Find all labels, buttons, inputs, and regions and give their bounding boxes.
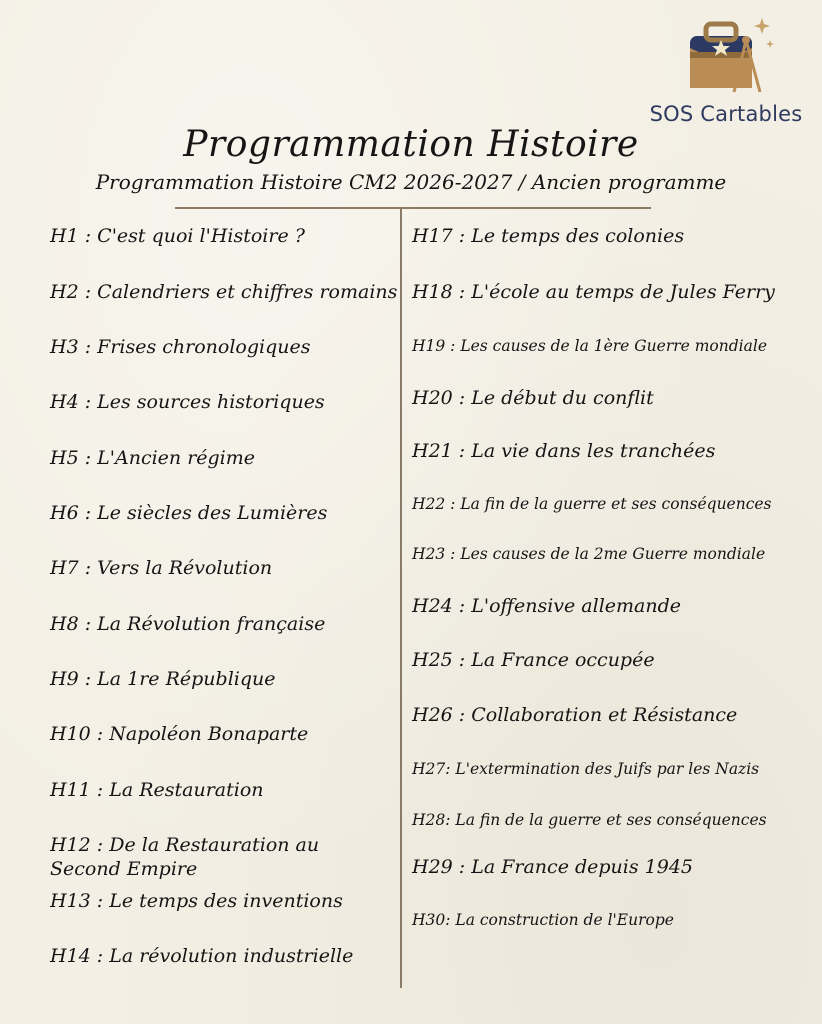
list-item: H7 : Vers la Révolution [50, 557, 273, 579]
list-item: H20 : Le début du conflit [412, 387, 654, 409]
brand-name: SOS Cartables [649, 102, 803, 126]
list-item: H22 : La fin de la guerre et ses conséquences [412, 495, 772, 513]
briefcase-icon [676, 14, 776, 100]
list-item: H28: La fin de la guerre et ses conséquences [412, 811, 767, 829]
list-item: H14 : La révolution industrielle [50, 945, 354, 967]
list-item: H27: L'extermination des Juifs par les Nazis [412, 760, 760, 778]
list-item: H23 : Les causes de la 2me Guerre mondiale [412, 545, 766, 563]
list-item: H10 : Napoléon Bonaparte [50, 723, 309, 745]
list-item: H8 : La Révolution française [50, 613, 326, 635]
list-item: H25 : La France occupée [412, 649, 655, 671]
list-item: H13 : Le temps des inventions [50, 890, 343, 912]
list-item: H18 : L'école au temps de Jules Ferry [412, 281, 775, 303]
list-item: H26 : Collaboration et Résistance [412, 704, 738, 726]
page-title: Programmation Histoire [183, 124, 639, 165]
list-item: H21 : La vie dans les tranchées [412, 440, 716, 462]
list-item: H1 : C'est quoi l'Histoire ? [50, 225, 305, 247]
list-item: H5 : L'Ancien régime [50, 447, 256, 469]
list-item: H9 : La 1re République [50, 668, 276, 690]
list-item: H24 : L'offensive allemande [412, 595, 682, 617]
list-item: H29 : La France depuis 1945 [412, 856, 693, 878]
list-item: H17 : Le temps des colonies [412, 225, 685, 247]
list-item: H4 : Les sources historiques [50, 391, 325, 413]
list-item: H6 : Le siècles des Lumières [50, 502, 328, 524]
title-divider [175, 207, 651, 209]
list-item: H19 : Les causes de la 1ère Guerre mondiale [412, 337, 767, 355]
page-subtitle: Programmation Histoire CM2 2026-2027 / Ancien programme [95, 170, 727, 194]
list-item: H11 : La Restauration [50, 779, 264, 801]
list-item: H2 : Calendriers et chiffres romains [50, 281, 398, 303]
list-item: H3 : Frises chronologiques [50, 336, 311, 358]
column-divider [400, 208, 402, 988]
list-item: H30: La construction de l'Europe [412, 911, 674, 929]
list-item: H12 : De la Restauration au Second Empire [50, 834, 320, 880]
brand-logo [636, 14, 816, 124]
